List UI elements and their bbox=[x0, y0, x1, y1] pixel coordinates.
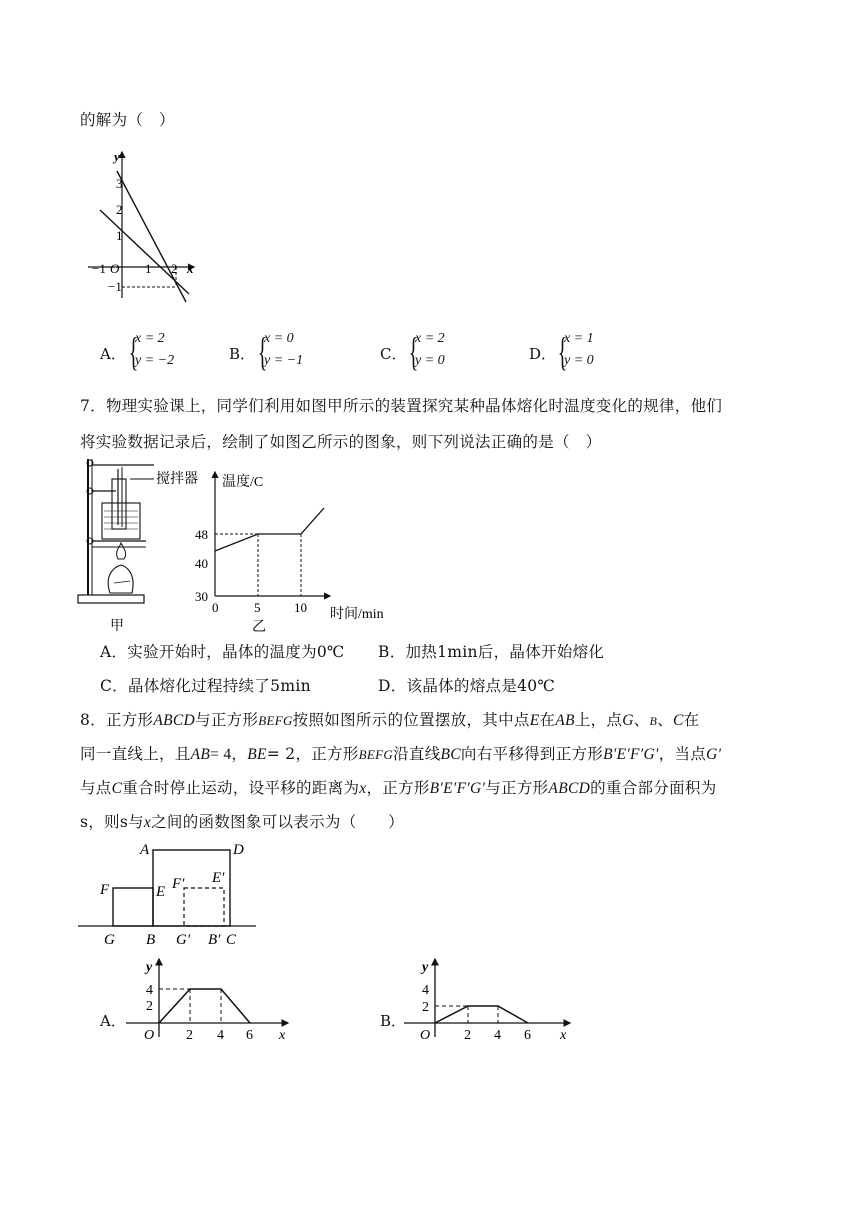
svg-text:4: 4 bbox=[146, 983, 153, 998]
svg-text:2: 2 bbox=[464, 1028, 471, 1043]
svg-text:2: 2 bbox=[146, 999, 153, 1014]
q8-option-b-graph[interactable] bbox=[402, 955, 577, 1073]
q6-question-tail: 的解为（ ） bbox=[80, 111, 175, 129]
q7-apparatus-figure bbox=[74, 455, 204, 635]
svg-text:y: y bbox=[422, 960, 429, 975]
svg-text:C: C bbox=[226, 932, 237, 948]
svg-text:1: 1 bbox=[145, 261, 152, 276]
svg-text:D: D bbox=[233, 842, 244, 858]
svg-text:x: x bbox=[560, 1028, 567, 1043]
svg-text:O: O bbox=[144, 1028, 155, 1043]
q8-stem-line-4: s，则s与x之间的函数图象可以表示为（ ） bbox=[80, 813, 404, 831]
q7-stirrer-label: 搅拌器 bbox=[156, 472, 198, 487]
svg-text:5: 5 bbox=[254, 600, 261, 615]
svg-text:B: B bbox=[146, 932, 156, 948]
svg-text:G′: G′ bbox=[176, 932, 191, 948]
svg-text:4: 4 bbox=[422, 983, 429, 998]
q8-option-a-graph[interactable] bbox=[124, 955, 294, 1073]
svg-text:2: 2 bbox=[116, 202, 123, 217]
q8-option-b-label[interactable]: B． bbox=[380, 1012, 407, 1030]
svg-text:G: G bbox=[104, 932, 115, 948]
svg-text:F′: F′ bbox=[172, 876, 185, 892]
q7-stem-line-1: 7．物理实验课上，同学们利用如图甲所示的装置探究某种晶体熔化时温度变化的规律，他们 bbox=[80, 397, 723, 415]
svg-text:30: 30 bbox=[195, 589, 208, 604]
q8-square-translated bbox=[184, 888, 224, 926]
svg-text:2: 2 bbox=[186, 1028, 193, 1043]
q8-option-b-curve bbox=[435, 1006, 528, 1023]
svg-text:时间/min: 时间/min bbox=[330, 607, 384, 622]
svg-text:10: 10 bbox=[294, 600, 307, 615]
svg-text:4: 4 bbox=[217, 1028, 224, 1043]
svg-text:y: y bbox=[146, 960, 153, 975]
svg-text:40: 40 bbox=[195, 556, 208, 571]
q8-square-befg bbox=[113, 888, 153, 926]
svg-text:−1: −1 bbox=[92, 261, 106, 276]
q8-stem-line-2: 同一直线上，且AB= 4，BE= 2，正方形BEFG沿直线BC向右平移得到正方形B′E′F′G′，当点G′ bbox=[80, 745, 722, 763]
svg-text:A: A bbox=[140, 842, 150, 858]
svg-text:2: 2 bbox=[171, 261, 178, 276]
svg-text:B′: B′ bbox=[208, 932, 221, 948]
q7-fig-label-yi: 乙 bbox=[252, 620, 266, 635]
q8-option-a-curve bbox=[159, 989, 250, 1023]
svg-text:6: 6 bbox=[524, 1028, 531, 1043]
svg-text:温度/C: 温度/C bbox=[222, 475, 264, 490]
q6-y-label: y bbox=[114, 149, 120, 164]
q6-x-label: x bbox=[187, 261, 194, 276]
q7-option-d[interactable]: D．该晶体的熔点是40℃ bbox=[378, 677, 556, 695]
q7-fig-label-jia: 甲 bbox=[110, 619, 124, 634]
svg-text:4: 4 bbox=[494, 1028, 501, 1043]
q6-graph bbox=[86, 148, 201, 303]
svg-text:−1: −1 bbox=[108, 279, 122, 294]
svg-text:6: 6 bbox=[246, 1028, 253, 1043]
q7-option-c[interactable]: C．晶体熔化过程持续了5min bbox=[100, 677, 311, 695]
q7-stem-line-2: 将实验数据记录后，绘制了如图乙所示的图象，则下列说法正确的是（ ） bbox=[80, 433, 602, 451]
svg-text:2: 2 bbox=[422, 1000, 429, 1015]
q7-temperature-curve bbox=[215, 508, 324, 551]
svg-text:F: F bbox=[100, 882, 110, 898]
svg-text:E: E bbox=[156, 884, 166, 900]
q8-stem-line-1: 8．正方形ABCD与正方形BEFG按照如图所示的位置摆放，其中点E在AB上，点G、B、C在 bbox=[80, 711, 700, 729]
svg-text:O: O bbox=[110, 261, 120, 276]
q8-squares-figure bbox=[76, 838, 261, 948]
svg-text:1: 1 bbox=[116, 228, 123, 243]
q7-option-b[interactable]: B．加热1min后，晶体开始熔化 bbox=[378, 643, 605, 661]
q7-option-a[interactable]: A．实验开始时，晶体的温度为0℃ bbox=[100, 643, 345, 661]
svg-text:O: O bbox=[420, 1028, 431, 1043]
q7-temperature-chart bbox=[190, 468, 400, 638]
q8-stem-line-3: 与点C重合时停止运动，设平移的距离为x，正方形B′E′F′G′与正方形ABCD的重合部分面积为 bbox=[80, 779, 717, 797]
svg-text:x: x bbox=[279, 1028, 286, 1043]
q8-option-a-label[interactable]: A． bbox=[100, 1012, 126, 1030]
svg-text:E′: E′ bbox=[212, 870, 225, 886]
svg-text:0: 0 bbox=[212, 600, 219, 615]
svg-text:3: 3 bbox=[116, 176, 123, 191]
svg-text:48: 48 bbox=[195, 527, 208, 542]
